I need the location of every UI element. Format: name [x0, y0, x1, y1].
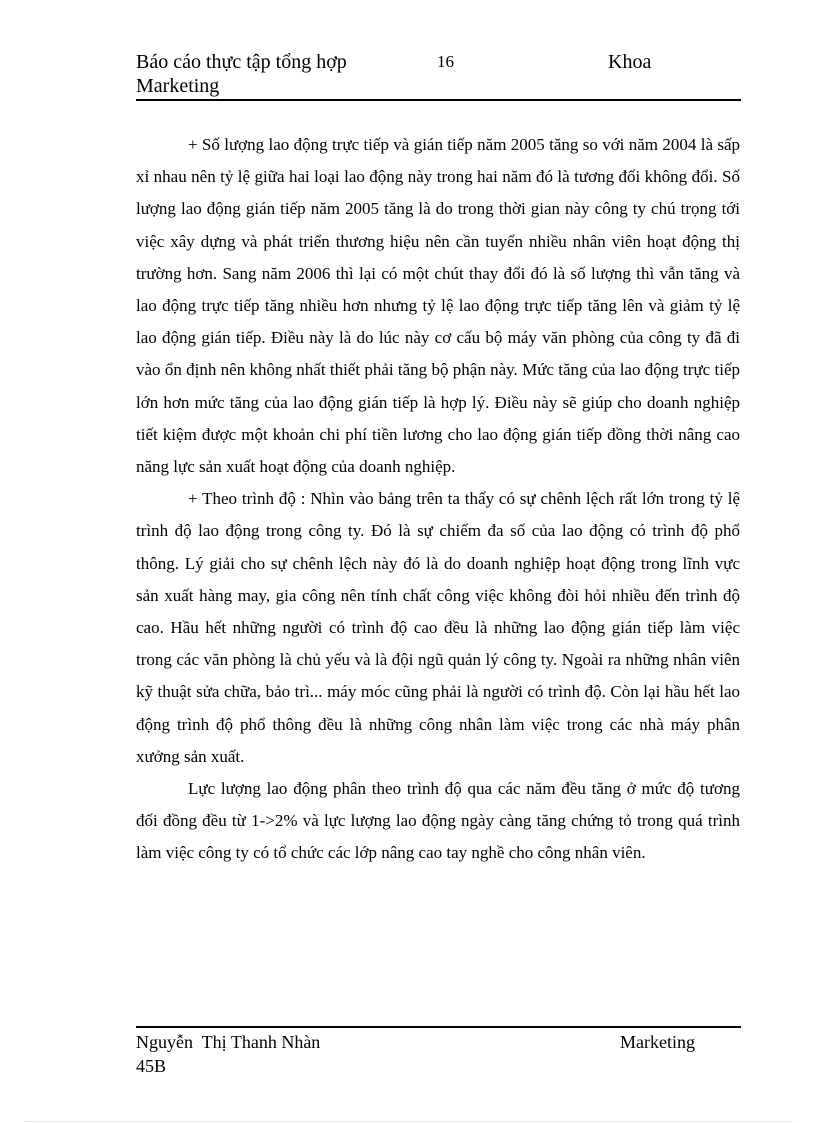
footer-author-name: Nguyễn Thị Thanh Nhàn	[136, 1032, 321, 1052]
footer-author-class: 45B	[136, 1056, 167, 1076]
footer-department: Marketing	[620, 1032, 695, 1052]
footer-rule	[136, 1026, 741, 1028]
header-title	[136, 50, 347, 98]
paragraph-labor-direct-indirect: + Số lượng lao động trực tiếp và gián tiếp năm 2005 tăng so với năm 2004 là sấp xỉ nhau nên tỷ lệ giữa hai loại lao động này trong hai năm đó là tương đối không đổi. Số lượng lao động gián tiếp năm 2005 tăng là do trong thời gian này công ty chú trọng tới việc xây dựng và phát triển thương hiệu nên cần tuyển nhiều nhân viên hoạt động thị trường hơn. Sang năm 2006 thì lại có một chút thay đổi đó là số lượng thì vẫn tăng và lao động trực tiếp tăng nhiều hơn nhưng tỷ lệ lao động trực tiếp tăng lên và giảm tỷ lệ lao động gián tiếp. Điều này là do lúc này cơ cấu bộ máy văn phòng của công ty đã đi vào ổn định nên không nhất thiết phải tăng bộ phận này. Mức tăng của lao động trực tiếp lớn hơn mức tăng của lao động gián tiếp là hợp lý. Điều này sẽ giúp cho doanh nghiệp tiết kiệm được một khoản chi phí tiền lương cho lao động gián tiếp đồng thời nâng cao năng lực sản xuất hoạt động của doanh nghiệp.	[136, 135, 740, 477]
page-bottom-divider	[24, 1121, 794, 1122]
footer-author	[136, 1030, 320, 1078]
document-body	[136, 129, 740, 870]
paragraph-labor-growth: Lực lượng lao động phân theo trình độ qua các năm đều tăng ở mức độ tương đối đồng đều từ 1->2% và lực lượng lao động ngày càng tăng chứng tỏ trong quá trình làm việc công ty có tổ chức các lớp nâng cao tay nghề cho công nhân viên.	[136, 779, 740, 863]
paragraph-labor-by-qualification: + Theo trình độ : Nhìn vào bảng trên ta thấy có sự chênh lệch rất lớn trong tỷ lệ trình độ lao động trong công ty. Đó là sự chiếm đa số của lao động có trình độ phổ thông. Lý giải cho sự chênh lệch này đó là do doanh nghiệp hoạt động trong lĩnh vực sản xuất hàng may, gia công nên tính chất công việc không đòi hỏi nhiều đến trình độ cao. Hầu hết những người có trình độ cao đều là những lao động gián tiếp làm việc trong các văn phòng là chủ yếu và là đội ngũ quản lý công ty. Ngoài ra những nhân viên kỹ thuật sửa chữa, bảo trì... máy móc cũng phải là người có trình độ. Còn lại hầu hết lao động trình độ phổ thông đều là những công nhân làm việc trong các nhà máy phân xưởng sản xuất.	[136, 489, 740, 766]
header-rule	[136, 99, 741, 101]
page-number: 16	[437, 52, 454, 71]
header-department: Khoa	[608, 51, 652, 73]
header-title-line2: Marketing	[136, 75, 220, 97]
header-title-line1: Báo cáo thực tập tổng hợp	[136, 51, 347, 73]
